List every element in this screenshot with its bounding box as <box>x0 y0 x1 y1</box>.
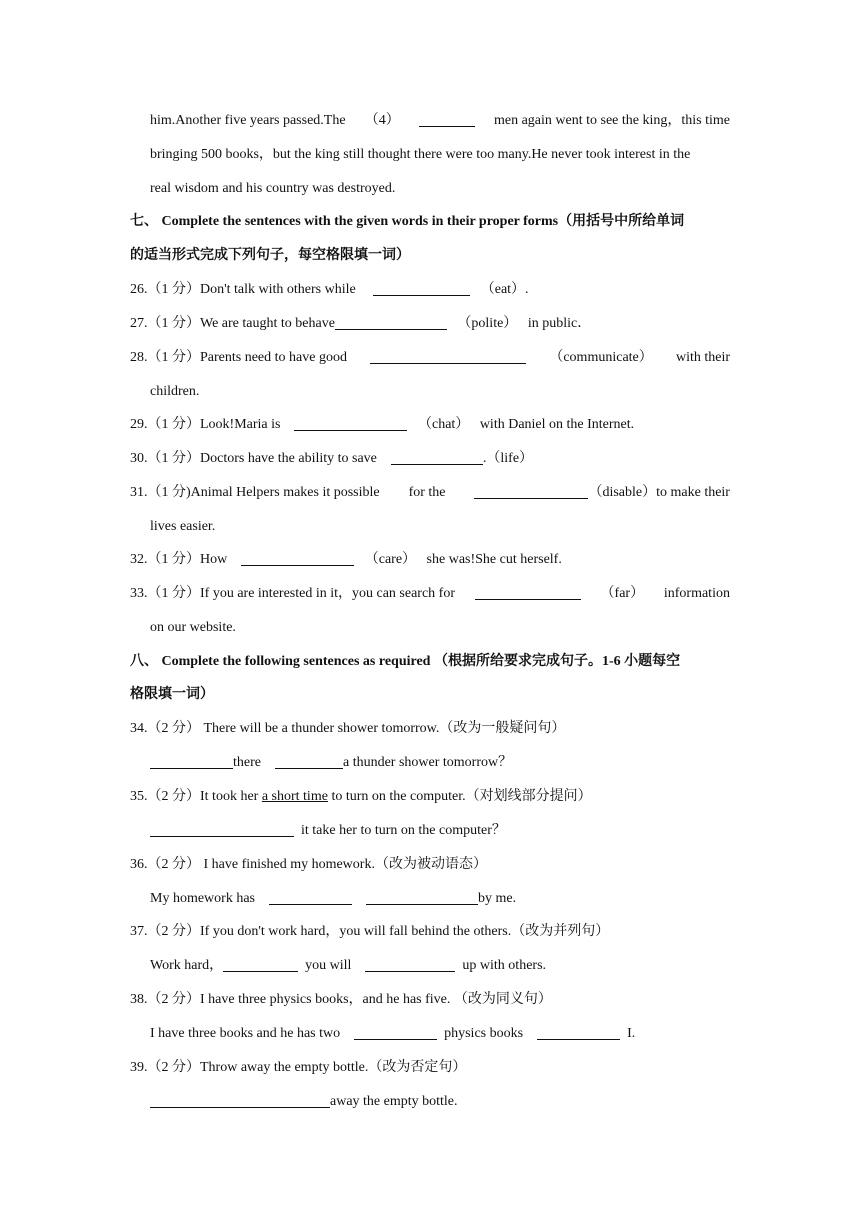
q38-blank-1[interactable] <box>354 1024 437 1040</box>
q38-text: 38.（2 分）I have three physics books，and he has five. （改为同义句） <box>130 992 552 1007</box>
question-37-answer <box>150 956 730 976</box>
section-8-title-line-1: 八、 Complete the following sentences as required （根据所给要求完成句子。1-6 小题每空 <box>130 654 681 669</box>
q29-tail: with Daniel on the Internet. <box>479 417 635 432</box>
blank-4[interactable] <box>419 111 475 127</box>
q35-text-b: to turn on the computer.（对划线部分提问） <box>331 789 592 804</box>
q37-blank-2[interactable] <box>365 956 455 972</box>
q26-text: 26.（1 分）Don't talk with others while <box>130 282 356 297</box>
q28-blank[interactable] <box>370 348 526 364</box>
section-7-title-line-2: 的适当形式完成下列句子，每空格限填一词） <box>130 248 410 263</box>
q30-hint: .（life） <box>482 451 534 466</box>
question-34 <box>130 719 730 739</box>
question-26 <box>130 280 730 300</box>
q38-tail: I. <box>627 1026 636 1041</box>
q28-hint: （communicate） <box>549 350 653 365</box>
q32-blank[interactable] <box>241 550 354 566</box>
q37-blank-1[interactable] <box>223 956 298 972</box>
q29-text: 29.（1 分）Look!Maria is <box>130 417 281 432</box>
q39-tail: away the empty bottle. <box>330 1094 458 1109</box>
q34-text: 34.（2 分） There will be a thunder shower tomorrow.（改为一般疑问句） <box>130 721 566 736</box>
q33-blank[interactable] <box>475 584 581 600</box>
q26-hint: （eat）. <box>480 282 529 297</box>
q28-tail: with their <box>675 350 730 365</box>
question-28-cont <box>150 382 730 402</box>
q27-blank[interactable] <box>335 314 447 330</box>
q37-lead: Work hard， <box>150 958 224 973</box>
section-8-title-line-2: 格限填一词） <box>130 687 214 702</box>
q35-tail: it take her to turn on the computer？ <box>301 823 506 838</box>
passage-line-1 <box>150 111 730 131</box>
q28-cont-text: children. <box>150 384 200 399</box>
q30-blank[interactable] <box>391 449 483 465</box>
passage-line-1-c: men again went to see the king，this time <box>493 113 730 128</box>
q31-cont-text: lives easier. <box>150 519 216 534</box>
passage-line-2 <box>150 145 730 165</box>
question-33 <box>130 584 730 604</box>
passage-line-3 <box>150 179 730 199</box>
q33-text: 33.（1 分）If you are interested in it，you can search for <box>130 586 456 601</box>
q27-hint: （polite） <box>457 316 518 331</box>
question-27 <box>130 314 730 334</box>
q37-text: 37.（2 分）If you don't work hard，you will fall behind the others.（改为并列句） <box>130 924 610 939</box>
question-35-answer <box>150 821 730 841</box>
q35-underlined: a short time <box>261 789 328 804</box>
q34-blank-2[interactable] <box>275 753 343 769</box>
q32-tail: she was!She cut herself. <box>426 552 562 567</box>
question-30 <box>130 449 730 469</box>
question-31-cont <box>150 517 730 537</box>
section-7-title-2 <box>130 246 730 266</box>
question-36-answer <box>150 889 730 909</box>
q36-blank-1[interactable] <box>269 889 352 905</box>
q37-word: you will <box>305 958 352 973</box>
q33-hint: （far） <box>600 586 645 601</box>
q37-tail: up with others. <box>462 958 547 973</box>
q38-lead: I have three books and he has two <box>150 1026 341 1041</box>
question-39-answer <box>150 1092 730 1112</box>
q29-blank[interactable] <box>294 415 407 431</box>
question-28 <box>130 348 730 368</box>
q36-text: 36.（2 分） I have finished my homework.（改为被动语态） <box>130 857 487 872</box>
q31-hint: （disable）to make their <box>588 485 730 500</box>
question-35 <box>130 787 730 807</box>
q33-cont-text: on our website. <box>150 620 236 635</box>
q27-tail: in public． <box>527 316 592 331</box>
q34-tail: a thunder shower tomorrow？ <box>342 755 513 770</box>
question-36 <box>130 855 730 875</box>
q33-tail: information <box>663 586 730 601</box>
question-29 <box>130 415 730 435</box>
q31-text: 31.（1 分)Animal Helpers makes it possible <box>130 485 380 500</box>
q39-blank[interactable] <box>150 1092 330 1108</box>
section-7-title <box>130 212 730 232</box>
q36-lead: My homework has <box>150 891 255 906</box>
q32-hint: （care） <box>364 552 417 567</box>
q28-text: 28.（1 分）Parents need to have good <box>130 350 347 365</box>
section-8-title <box>130 652 730 672</box>
q38-word: physics books <box>444 1026 524 1041</box>
q34-word: there <box>233 755 261 770</box>
question-33-cont <box>150 618 730 638</box>
q36-tail: by me. <box>478 891 517 906</box>
question-37 <box>130 922 730 942</box>
q31-blank[interactable] <box>474 483 588 499</box>
question-39 <box>130 1058 730 1078</box>
passage-line-1-a: him.Another five years passed.The <box>150 113 346 128</box>
q34-blank-1[interactable] <box>150 753 233 769</box>
q36-blank-2[interactable] <box>366 889 478 905</box>
question-31 <box>130 483 730 503</box>
passage-line-2-text: bringing 500 books，but the king still thought there were too many.He never took interest in the <box>150 147 691 162</box>
q38-blank-2[interactable] <box>537 1024 620 1040</box>
section-8-title-2 <box>130 685 730 705</box>
section-7-title-line-1: 七、 Complete the sentences with the given words in their proper forms（用括号中所给单词 <box>130 214 685 229</box>
q30-text: 30.（1 分）Doctors have the ability to save <box>130 451 377 466</box>
passage-line-1-b: （4） <box>364 113 400 128</box>
question-34-answer <box>150 753 730 773</box>
q39-text: 39.（2 分）Throw away the empty bottle.（改为否定句） <box>130 1060 467 1075</box>
question-38 <box>130 990 730 1010</box>
question-32 <box>130 550 730 570</box>
q32-text: 32.（1 分）How <box>130 552 228 567</box>
q29-hint: （chat） <box>417 417 470 432</box>
passage-line-3-text: real wisdom and his country was destroyed. <box>150 181 396 196</box>
q31-text-b: for the <box>408 485 446 500</box>
q27-text: 27.（1 分）We are taught to behave <box>130 316 335 331</box>
question-38-answer <box>150 1024 730 1044</box>
q35-blank[interactable] <box>150 821 294 837</box>
q35-text: 35.（2 分）It took her <box>130 789 259 804</box>
q26-blank[interactable] <box>373 280 470 296</box>
